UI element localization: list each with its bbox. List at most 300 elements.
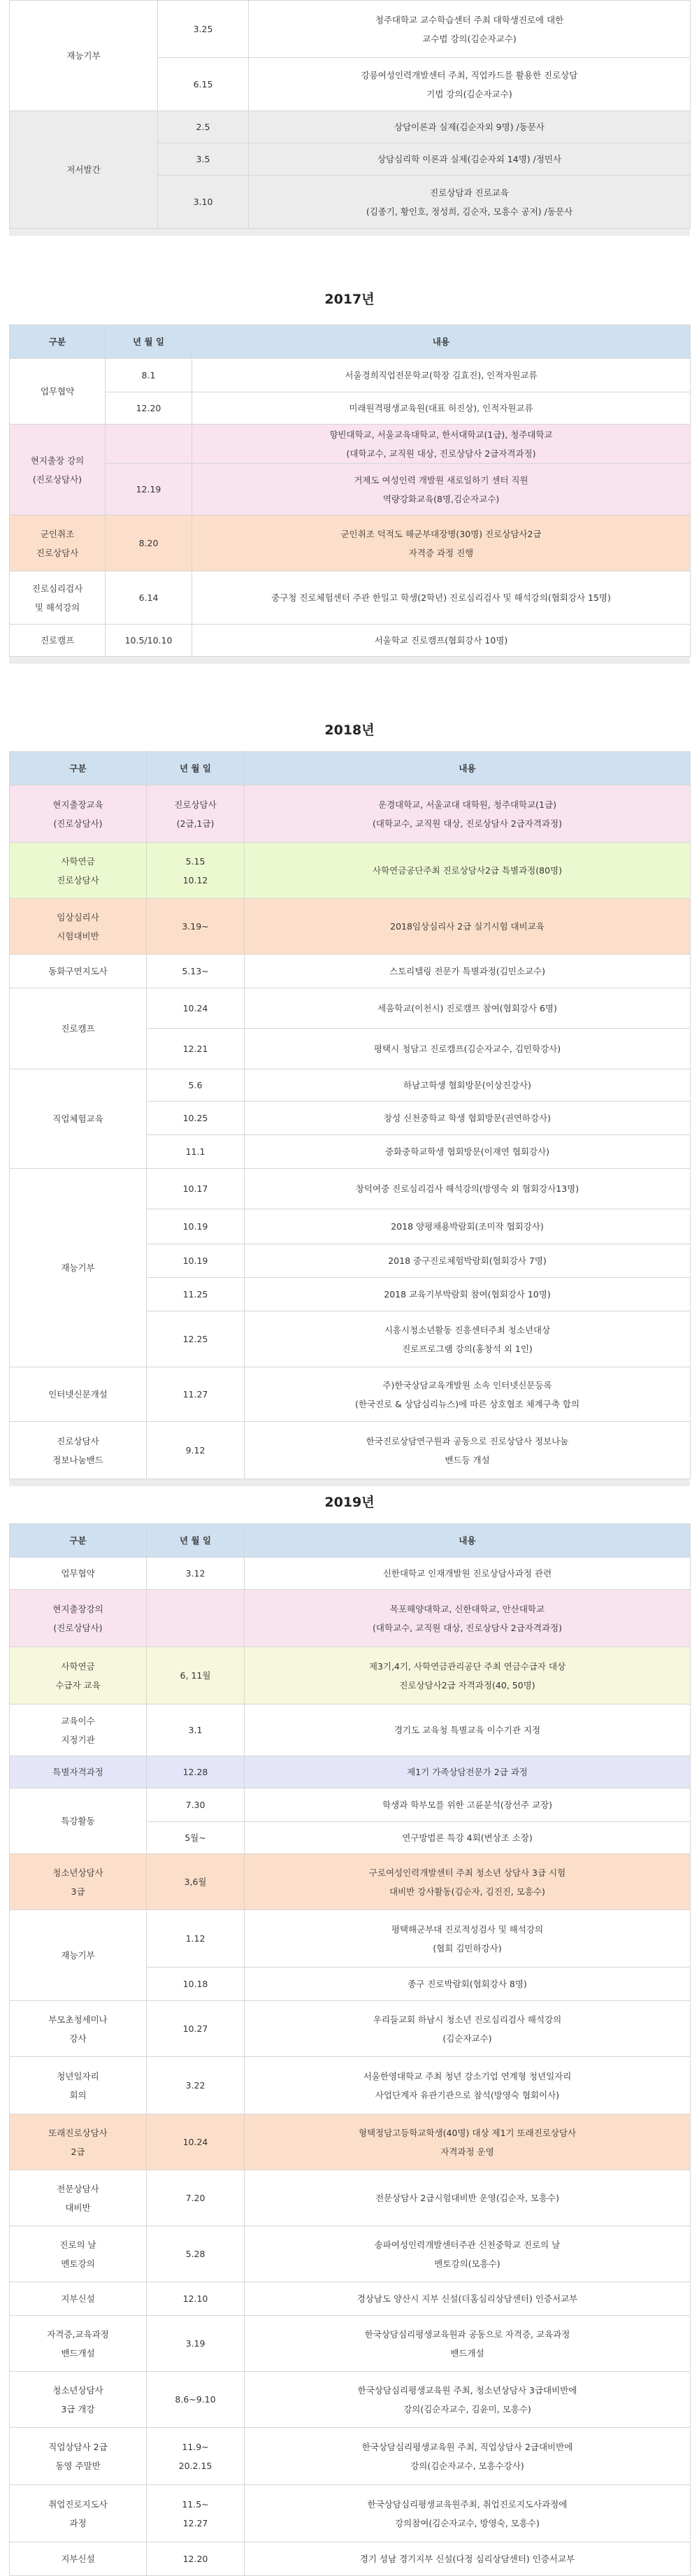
- text-line: 동화구연지도사: [48, 966, 108, 976]
- text-line: 7.20: [185, 2193, 206, 2203]
- content-cell: [245, 2114, 691, 2170]
- text-line: 거제도 여성인력 개발원 새로일하기 센터 직원: [354, 474, 528, 485]
- content-cell: [245, 955, 691, 988]
- text-line: 부모초청세미나: [48, 2014, 108, 2025]
- text-line: 멘토강의(모흥수): [434, 2258, 500, 2269]
- date-cell: [106, 464, 192, 515]
- date-cell: [147, 1647, 245, 1705]
- text-line: 지부신설: [61, 2293, 95, 2304]
- text-line: 재능기부: [61, 1262, 95, 1273]
- text-line: 한국상담심리평생교육원과 공동으로 자격증, 교육과정: [364, 2328, 570, 2340]
- category-cell: [10, 955, 147, 988]
- history-table-top: [9, 0, 691, 229]
- text-line: 청주대학교 교수학습센터 주최 대학생진로에 대한: [375, 14, 564, 25]
- date-cell: [147, 1910, 245, 1967]
- text-line: 또래진로상담사: [48, 2127, 108, 2138]
- text-line: 한국진로상담연구원과 공동으로 진로상담사 정보나눔: [366, 1435, 569, 1446]
- text-line: 구로여성인력개발센터 주최 청소년 상담사 3급 시험: [368, 1867, 566, 1878]
- text-line: 11.1: [185, 1146, 206, 1157]
- text-line: 2018임상심리사 2급 실기시험 대비교육: [390, 921, 545, 932]
- category-cell: [10, 359, 106, 425]
- text-line: 10.24: [182, 1003, 208, 1013]
- text-line: 전문상담사: [57, 2183, 99, 2194]
- content-cell: [245, 1422, 691, 1479]
- text-line: 3.1: [188, 1725, 203, 1735]
- text-line: 1.12: [185, 1933, 206, 1944]
- text-line: 6, 11월: [180, 1670, 211, 1681]
- table-row: [10, 2057, 691, 2114]
- text-line: 2018 교육기부박람회 참여(협회강사 10명): [384, 1289, 551, 1300]
- history-table-2018: [9, 751, 691, 1479]
- table-row: [10, 1647, 691, 1705]
- text-line: 청소년상담사: [52, 2384, 103, 2396]
- date-cell: [147, 1311, 245, 1367]
- column-header: 내용: [245, 752, 691, 785]
- text-line: 지정기관: [61, 1734, 95, 1745]
- content-cell: [249, 143, 691, 176]
- text-line: 12.28: [182, 1767, 208, 1777]
- category-cell: [10, 1910, 147, 2001]
- table-row: [10, 2001, 691, 2057]
- date-cell: [147, 1069, 245, 1102]
- date-cell: [147, 785, 245, 843]
- table-row: [10, 1367, 691, 1422]
- text-line: 종구 진로박람회(협회강사 8명): [408, 1979, 527, 1989]
- text-line: 과정: [69, 2517, 87, 2528]
- text-line: 진로상담사: [57, 1435, 99, 1446]
- content-cell: [245, 2057, 691, 2114]
- date-cell: [158, 176, 249, 229]
- text-line: 3,6월: [184, 1877, 207, 1887]
- content-cell: [192, 392, 691, 425]
- text-line: 강의(김순자교수, 김윤미, 모흥수): [403, 2403, 531, 2414]
- text-line: 10.5/10.10: [124, 635, 173, 646]
- content-cell: [245, 1135, 691, 1169]
- column-header: 내용: [192, 325, 691, 359]
- text-line: 교육이수: [61, 1715, 95, 1726]
- category-cell: [10, 2372, 147, 2428]
- text-line: 12.19: [136, 484, 161, 494]
- text-line: 5.13~: [182, 966, 209, 976]
- text-line: 평택시 청담고 진로캠프(김순자교수, 김민학강사): [373, 1044, 561, 1054]
- date-cell: [147, 1244, 245, 1278]
- text-line: 진로캠프: [40, 635, 75, 646]
- date-cell: [106, 359, 192, 392]
- history-table-2019: [9, 1523, 691, 2576]
- category-cell: [10, 625, 106, 657]
- content-cell: [245, 1854, 691, 1910]
- category-cell: [10, 1854, 147, 1910]
- category-cell: [10, 2428, 147, 2485]
- text-line: 진로캠프: [61, 1023, 95, 1034]
- content-cell: [192, 571, 691, 625]
- text-line: 시험대비반: [57, 930, 99, 941]
- column-header: 구분: [10, 1524, 147, 1558]
- text-line: 12.27: [182, 2517, 208, 2528]
- text-line: 경상남도 양산시 지부 신설(더홈심리상담센터) 인증서교부: [356, 2293, 578, 2304]
- text-line: 시흥시청소년활동 진흥센터주최 청소년대상: [384, 1324, 551, 1335]
- column-header: 년 월 일: [106, 325, 192, 359]
- content-cell: [245, 1822, 691, 1854]
- column-header: 년 월 일: [147, 752, 245, 785]
- content-cell: [249, 1, 691, 58]
- content-cell: [245, 1788, 691, 1822]
- text-line: 서울학교 진로캠프(협회강사 10명): [374, 635, 508, 646]
- text-line: 군인취조: [40, 528, 75, 539]
- text-line: 3급 개강: [61, 2403, 95, 2414]
- text-line: 10.18: [182, 1979, 208, 1989]
- text-line: 10.19: [182, 1255, 208, 1266]
- table-row: [10, 2316, 691, 2372]
- date-cell: [147, 2316, 245, 2372]
- section-top: [9, 0, 690, 236]
- content-cell: [245, 2001, 691, 2057]
- text-line: 6.15: [193, 79, 213, 90]
- text-line: 미래원격평생교육원(대표 허진상), 인적자원교류: [349, 403, 533, 413]
- text-line: 3급: [71, 1886, 85, 1897]
- text-line: 주)한국상담교육개발원 소속 인터넷신문등록: [382, 1379, 552, 1390]
- table-row: [10, 1705, 691, 1756]
- year-title: 2017년: [324, 292, 375, 307]
- text-line: 하남고학생 협회방문(이상진강사): [403, 1080, 531, 1090]
- date-cell: [147, 2542, 245, 2576]
- text-line: 재능기부: [66, 50, 101, 61]
- text-line: 자격증 과정 진행: [408, 547, 474, 558]
- date-cell: [147, 1756, 245, 1788]
- content-cell: [249, 111, 691, 143]
- text-line: 10.25: [182, 1113, 208, 1123]
- text-line: 5.6: [188, 1080, 203, 1090]
- content-cell: [245, 1278, 691, 1311]
- text-line: 향빈대학교, 서울교육대학교, 한서대학교(1급), 청주대학교: [329, 429, 553, 440]
- text-line: 진로상담과 진로교육: [430, 187, 509, 198]
- category-cell: [10, 425, 106, 515]
- text-line: 20.2.15: [178, 2460, 212, 2471]
- text-line: 직업상담사 2급: [48, 2441, 108, 2452]
- table-row: [10, 2542, 691, 2576]
- table-row: [10, 1854, 691, 1910]
- category-cell: [10, 1169, 147, 1367]
- text-line: 5월~: [185, 1833, 206, 1843]
- content-cell: [245, 1705, 691, 1756]
- text-line: 현지출장 강의: [30, 455, 85, 466]
- text-line: 진로상담사: [57, 874, 99, 885]
- content-cell: [245, 1910, 691, 1967]
- date-cell: [147, 1209, 245, 1244]
- category-cell: [10, 2282, 147, 2316]
- content-cell: [245, 1558, 691, 1590]
- text-line: 임상심리사: [57, 911, 99, 923]
- text-line: 연구방법론 특강 4회(변상조 소장): [402, 1833, 533, 1843]
- text-line: 진로심리검사: [31, 583, 83, 594]
- text-line: 청년일자리: [57, 2070, 99, 2082]
- content-cell: [245, 1029, 691, 1069]
- table-row: [10, 625, 691, 657]
- text-line: 2018 중구진로체험박람회(협회강사 7명): [388, 1255, 547, 1266]
- table-row: [10, 2170, 691, 2226]
- text-line: 업무협약: [61, 1568, 95, 1579]
- text-line: 대비반 강사활동(김순자, 김진진, 모흥수): [389, 1886, 545, 1897]
- text-line: 밴드개설: [61, 2347, 95, 2358]
- text-line: 한국상담심리평생교육원 주최, 직업상담사 2급대비반에: [361, 2441, 573, 2452]
- text-line: 자격증,교육과정: [47, 2328, 109, 2340]
- date-cell: [147, 1135, 245, 1169]
- content-cell: [245, 2226, 691, 2282]
- text-line: 서울한영대학교 주최 청년 강소기업 연계형 청년일자리: [363, 2070, 572, 2082]
- category-cell: [10, 2226, 147, 2282]
- text-line: 수급자 교육: [55, 1679, 101, 1691]
- text-line: 8.1: [141, 370, 156, 380]
- text-line: 상담이론과 실제(김순자외 9명) /동문사: [394, 122, 545, 132]
- text-line: 밴드등 개설: [445, 1454, 490, 1465]
- text-line: 진로상담사: [174, 799, 217, 810]
- text-line: 창성 신천중학교 학생 협회방문(권연하강사): [383, 1113, 552, 1123]
- text-line: 현지출장교육: [52, 799, 103, 810]
- date-cell: [147, 1102, 245, 1135]
- text-line: 강의(김순자교수, 모흥수강사): [410, 2460, 524, 2471]
- table-row: [10, 1910, 691, 1967]
- text-line: 12.21: [182, 1044, 208, 1054]
- text-line: 3.10: [193, 197, 213, 207]
- table-row: [10, 2226, 691, 2282]
- text-line: (2급,1급): [176, 818, 215, 829]
- table-row: [10, 2485, 691, 2542]
- text-line: 업무협약: [40, 386, 75, 397]
- category-cell: [10, 2316, 147, 2372]
- text-line: 학생과 학부모를 위한 고륜분석(장선주 교장): [382, 1800, 552, 1810]
- text-line: 5.28: [185, 2249, 206, 2259]
- text-line: (협회 김민하강사): [433, 1942, 502, 1954]
- text-line: 10.24: [182, 2137, 208, 2147]
- text-line: 형택정담고등학교학생(40명) 대상 제1기 또래진로상담사: [358, 2127, 577, 2138]
- content-cell: [192, 464, 691, 515]
- text-line: (대학교수, 교직원 대상, 진로상담사 2급자격과정): [346, 448, 536, 459]
- text-line: 대비반: [65, 2202, 91, 2213]
- text-line: 동영 주말반: [55, 2460, 101, 2471]
- text-line: 사학연금: [61, 855, 95, 867]
- text-line: 우리들교회 하남시 청소년 진로심리검사 해석강의: [373, 2014, 562, 2025]
- date-cell: [147, 1822, 245, 1854]
- category-cell: [10, 785, 147, 843]
- date-cell: [147, 2282, 245, 2316]
- category-cell: [10, 571, 106, 625]
- text-line: (대학교수, 교직원 대상, 진로상담사 2급자격과정): [373, 1622, 562, 1633]
- table-row: [10, 359, 691, 392]
- content-cell: [245, 2372, 691, 2428]
- content-cell: [245, 2282, 691, 2316]
- category-cell: [10, 1422, 147, 1479]
- text-line: 강릉여성인력개발센터 주최, 직업카드를 활용한 진로상담: [361, 69, 578, 80]
- text-line: 교수법 강의(김순자교수): [422, 33, 517, 44]
- text-line: 5.15: [185, 855, 206, 867]
- date-cell: [106, 425, 192, 464]
- table-row: [10, 988, 691, 1029]
- text-line: 저서발간: [66, 164, 101, 175]
- text-line: 송파여성인력개발센터주관 신천중학교 진로의 날: [374, 2239, 561, 2250]
- text-line: 제3기,4기, 사학연금관리공단 주최 연금수급자 대상: [368, 1660, 566, 1672]
- category-cell: [10, 1756, 147, 1788]
- content-cell: [245, 1590, 691, 1647]
- date-cell: [147, 899, 245, 955]
- category-cell: [10, 1558, 147, 1590]
- table-row: [10, 111, 691, 143]
- text-line: 중화중학교학생 협회방문(이재연 협회강사): [384, 1146, 550, 1157]
- column-header: 내용: [245, 1524, 691, 1558]
- content-cell: [245, 1367, 691, 1422]
- date-cell: [158, 111, 249, 143]
- text-line: (진로상담사): [32, 474, 82, 485]
- date-cell: [147, 1590, 245, 1647]
- date-cell: [147, 1029, 245, 1069]
- date-cell: [147, 955, 245, 988]
- date-cell: [147, 2170, 245, 2226]
- content-cell: [245, 2485, 691, 2542]
- date-cell: [158, 58, 249, 111]
- text-line: 청소년상담사: [52, 1867, 103, 1878]
- content-cell: [245, 785, 691, 843]
- date-cell: [147, 2226, 245, 2282]
- text-line: 현지출장강의: [52, 1603, 103, 1614]
- date-cell: [158, 1, 249, 58]
- category-cell: [10, 1705, 147, 1756]
- text-line: 12.20: [182, 2554, 208, 2564]
- text-line: 3.22: [185, 2080, 206, 2091]
- table-row: [10, 1, 691, 58]
- date-cell: [147, 2001, 245, 2057]
- date-cell: [147, 2114, 245, 2170]
- text-line: 멘토강의: [61, 2258, 95, 2269]
- text-line: 특별자격과정: [52, 1767, 103, 1777]
- content-cell: [245, 1647, 691, 1705]
- category-cell: [10, 899, 147, 955]
- category-cell: [10, 1367, 147, 1422]
- text-line: 3.19: [185, 2338, 206, 2349]
- column-header: 구분: [10, 752, 147, 785]
- table-row: [10, 1558, 691, 1590]
- table-row: [10, 1069, 691, 1102]
- text-line: 스토리텔링 전문가 특별과정(김민소교수): [389, 966, 545, 976]
- text-line: (한국진로 & 상담심리뉴스)에 따른 상호협조 체계구축 합의: [354, 1398, 580, 1409]
- text-line: 진로의 날: [59, 2239, 96, 2250]
- table-row: [10, 2372, 691, 2428]
- date-cell: [147, 843, 245, 899]
- category-cell: [10, 1, 158, 111]
- category-cell: [10, 2542, 147, 2576]
- content-cell: [245, 2428, 691, 2485]
- text-line: 10.12: [182, 874, 208, 885]
- text-line: 9.12: [185, 1445, 206, 1456]
- date-cell: [147, 988, 245, 1029]
- text-line: 중구청 진로체험센터 주관 한일고 학생(2학년) 진로심리검사 및 해석강의(협회강사 15명): [271, 592, 611, 603]
- text-line: 인터넷신문개설: [48, 1389, 108, 1400]
- content-cell: [245, 1069, 691, 1102]
- date-cell: [158, 143, 249, 176]
- text-line: 경기도 교육청 특별교육 이수기관 지정: [394, 1725, 541, 1735]
- text-line: 목포해양대학교, 신한대학교, 안산대학교: [389, 1603, 545, 1614]
- text-line: 한국상담심리평생교육원 주최, 청소년상담사 3급대비반에: [357, 2384, 577, 2396]
- date-cell: [147, 1705, 245, 1756]
- text-line: 12.20: [136, 403, 161, 413]
- text-line: 직업체험교육: [52, 1113, 103, 1124]
- content-cell: [249, 176, 691, 229]
- category-cell: [10, 843, 147, 899]
- text-line: 사학연금공단주최 진로상담사2급 특별과정(80명): [373, 865, 562, 876]
- date-cell: [147, 2428, 245, 2485]
- date-cell: [147, 1169, 245, 1209]
- category-cell: [10, 1788, 147, 1854]
- date-cell: [106, 571, 192, 625]
- text-line: 12.10: [182, 2293, 208, 2304]
- text-line: 11.5~: [182, 2498, 209, 2510]
- date-cell: [147, 1967, 245, 2001]
- text-line: 세움학교(이천시) 진로캠프 참여(협회강사 6명): [377, 1003, 557, 1013]
- category-cell: [10, 1647, 147, 1705]
- text-line: 운경대학교, 서울교대 대학원, 청주대학교(1급): [378, 799, 556, 810]
- content-cell: [245, 1244, 691, 1278]
- date-cell: [147, 1367, 245, 1422]
- category-cell: [10, 2057, 147, 2114]
- text-line: 신한대학교 인재개발원 진로상담사과정 관련: [382, 1568, 552, 1579]
- text-line: 12.25: [182, 1334, 208, 1344]
- date-cell: [147, 1278, 245, 1311]
- history-table-2017: [9, 325, 691, 657]
- table-row: [10, 571, 691, 625]
- text-line: 10.19: [182, 1221, 208, 1232]
- text-line: 7.30: [185, 1800, 206, 1810]
- table-row: [10, 2282, 691, 2316]
- date-cell: [147, 2372, 245, 2428]
- content-cell: [192, 425, 691, 464]
- text-line: 평택해군부대 진로적성검사 및 해석강의: [391, 1923, 544, 1935]
- category-cell: [10, 111, 158, 229]
- table-row: [10, 955, 691, 988]
- text-line: 상담심리학 이론과 실제(김순자외 14명) /정민사: [377, 154, 562, 164]
- date-cell: [147, 1854, 245, 1910]
- text-line: 11.27: [182, 1389, 208, 1400]
- content-cell: [245, 2170, 691, 2226]
- text-line: 밴드개설: [450, 2347, 484, 2358]
- date-cell: [147, 1558, 245, 1590]
- text-line: 역량강화교육(8명,김순자교수): [382, 493, 500, 504]
- table-row: [10, 2114, 691, 2170]
- table-row: [10, 425, 691, 464]
- content-cell: [245, 988, 691, 1029]
- category-cell: [10, 2170, 147, 2226]
- table-row: [10, 392, 691, 425]
- text-line: 자격과정 운영: [440, 2146, 494, 2157]
- content-cell: [192, 515, 691, 571]
- text-line: 8.6~9.10: [175, 2394, 216, 2405]
- table-row: [10, 1169, 691, 1209]
- text-line: 군인취조 덕적도 해군부대장병(30명) 진로상담사2급: [340, 528, 542, 539]
- text-line: 강의참여(김순자교수, 방영숙, 모흥수): [395, 2517, 540, 2528]
- category-cell: [10, 2114, 147, 2170]
- category-cell: [10, 1069, 147, 1169]
- text-line: (대학교수, 교직원 대상, 진로상담사 2급자격과정): [373, 818, 562, 829]
- date-cell: [147, 2057, 245, 2114]
- content-cell: [245, 843, 691, 899]
- content-cell: [245, 1209, 691, 1244]
- date-cell: [147, 1422, 245, 1479]
- table-row: [10, 1788, 691, 1822]
- year-title: 2019년: [324, 1495, 375, 1510]
- table-row: [10, 899, 691, 955]
- text-line: 지부신설: [61, 2554, 95, 2564]
- text-line: (진로상담사): [53, 818, 103, 829]
- content-cell: [192, 359, 691, 392]
- date-cell: [106, 515, 192, 571]
- text-line: 및 해석강의: [34, 602, 80, 613]
